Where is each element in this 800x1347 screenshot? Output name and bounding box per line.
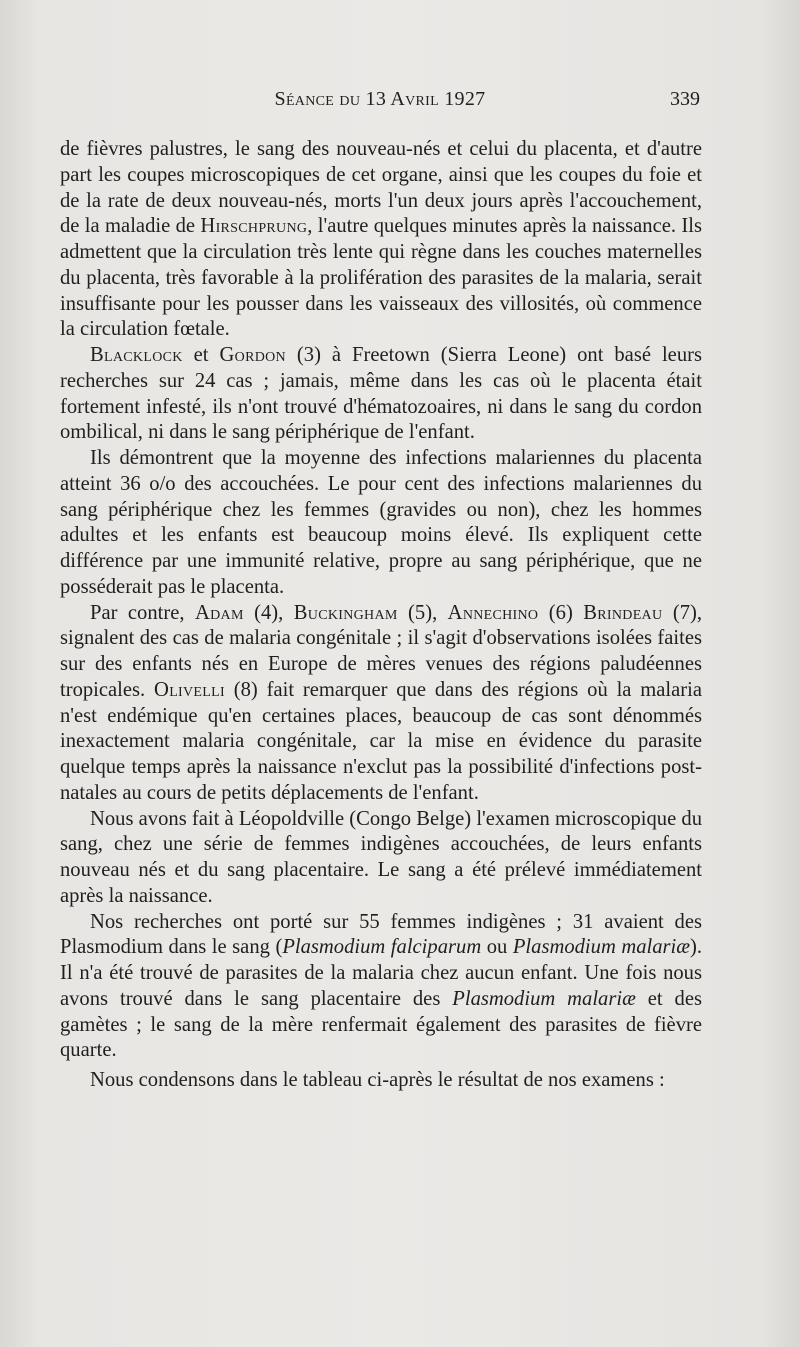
author-buckingham: Buckingham xyxy=(293,601,398,624)
author-hirschprung: Hirschprung xyxy=(200,215,308,238)
author-gordon: Gordon xyxy=(219,344,286,366)
species-malariae-2: Plasmodium malariæ xyxy=(452,987,636,1010)
p3-text-1: Ils démontrent que la moyenne des infections malariennes du placenta atteint 36 o/o des accouchées. Le pour cent des infections malariennes du sang périphérique chez les femmes (gravides ou non), chez les hommes adultes et les enfants est beaucoup moins élevé. Ils expliquent cette différence par une immunité relative, propre au sang périphérique, que ne posséderait pas le placenta. xyxy=(60,447,702,598)
paragraph-7 xyxy=(60,1068,702,1094)
p6-text-2: ou xyxy=(481,936,513,959)
p5-text-1: Nous avons fait à Léopoldville (Congo Belge) l'examen microscopique du sang, chez une série de femmes indigènes accouchées, de leurs enfants nouveau nés et du sang placentaire. Le sang a été prélevé immédiatement après la naissance. xyxy=(60,807,702,907)
p4-text-6: (8) fait remarquer que dans des régions où la malaria n'est endémique qu'en certaines places, beaucoup de cas sont dénommés inexactement malaria congénitale, car la mise en évidence du parasite quelque temps après la naissance n'exclut pas la possibilité d'infections post-natales au cours de petits déplacements de l'enfant. xyxy=(60,678,702,804)
paragraph-1 xyxy=(60,137,702,343)
paragraph-4 xyxy=(60,601,702,807)
body-text xyxy=(60,137,702,1094)
p1-text-2: , l'autre quelques minutes après la naissance. Ils admettent que la circulation très lente qui règne dans les couches maternelles du placenta, très favorable à la prolifération des parasites de la malaria, serait insuffisante pour les pousser dans les vaisseaux des villosités, où commence la circulation fœtale. xyxy=(60,215,702,341)
species-malariae: Plasmodium malariæ xyxy=(512,936,690,959)
p6-text-1: Nos recherches ont porté sur 55 femmes indigènes ; 31 avaient des Plasmodium dans le sang ( xyxy=(60,910,702,959)
p4-text-1: Par contre, xyxy=(90,601,195,624)
p7-text-1: Nous condensons dans le tableau ci-après le résultat de nos examens : xyxy=(90,1069,665,1091)
p4-text-5: (7), signalent des cas de malaria congénitale ; il s'agit d'observations isolées faites sur des enfants nés en Europe de mères venues des régions paludéennes tropicales. xyxy=(60,601,702,701)
paragraph-2 xyxy=(60,343,702,446)
author-brindeau: Brindeau xyxy=(583,601,663,624)
p6-text-3: ). Il n'a été trouvé de parasites de la malaria chez aucun enfant. Une fois nous avons trouvé dans le sang placentaire des xyxy=(60,936,703,1010)
p4-text-3: (5), xyxy=(397,601,448,624)
p2-text-2: (3) à Freetown (Sierra Leone) ont basé leurs recherches sur 24 cas ; jamais, même dans les cas où le placenta était fortement infesté, ils n'ont trouvé d'hématozoaires, ni dans le sang du cordon ombilical, ni dans le sang périphérique de l'enfant. xyxy=(60,344,702,444)
p1-text-1: de fièvres palustres, le sang des nouveau-nés et celui du placenta, et d'autre part les coupes microscopiques de cet organe, ainsi que les coupes du foie et de la rate de deux nouveau-nés, morts l'un deux jours après l'accouchement, de la maladie de xyxy=(60,138,702,238)
author-adam: Adam xyxy=(194,601,244,624)
species-falciparum: Plasmodium falciparum xyxy=(282,936,482,959)
author-annechino: Annechino xyxy=(447,601,539,624)
p6-text-4: et des gamètes ; le sang de la mère renfermait également des parasites de fièvre quarte. xyxy=(60,987,702,1062)
running-title: Séance du 13 Avril 1927 xyxy=(274,88,486,110)
p4-text-2: (4), xyxy=(243,601,294,624)
page-header xyxy=(60,88,700,118)
page-number: 339 xyxy=(670,88,700,110)
p4-text-4: (6) xyxy=(538,601,584,624)
paragraph-3 xyxy=(60,446,702,601)
p2-text-1: et xyxy=(182,344,220,366)
paragraph-6 xyxy=(60,910,702,1065)
author-blacklock: Blacklock xyxy=(90,344,183,366)
author-olivelli: Olivelli xyxy=(154,678,225,701)
paragraph-5 xyxy=(60,807,702,910)
